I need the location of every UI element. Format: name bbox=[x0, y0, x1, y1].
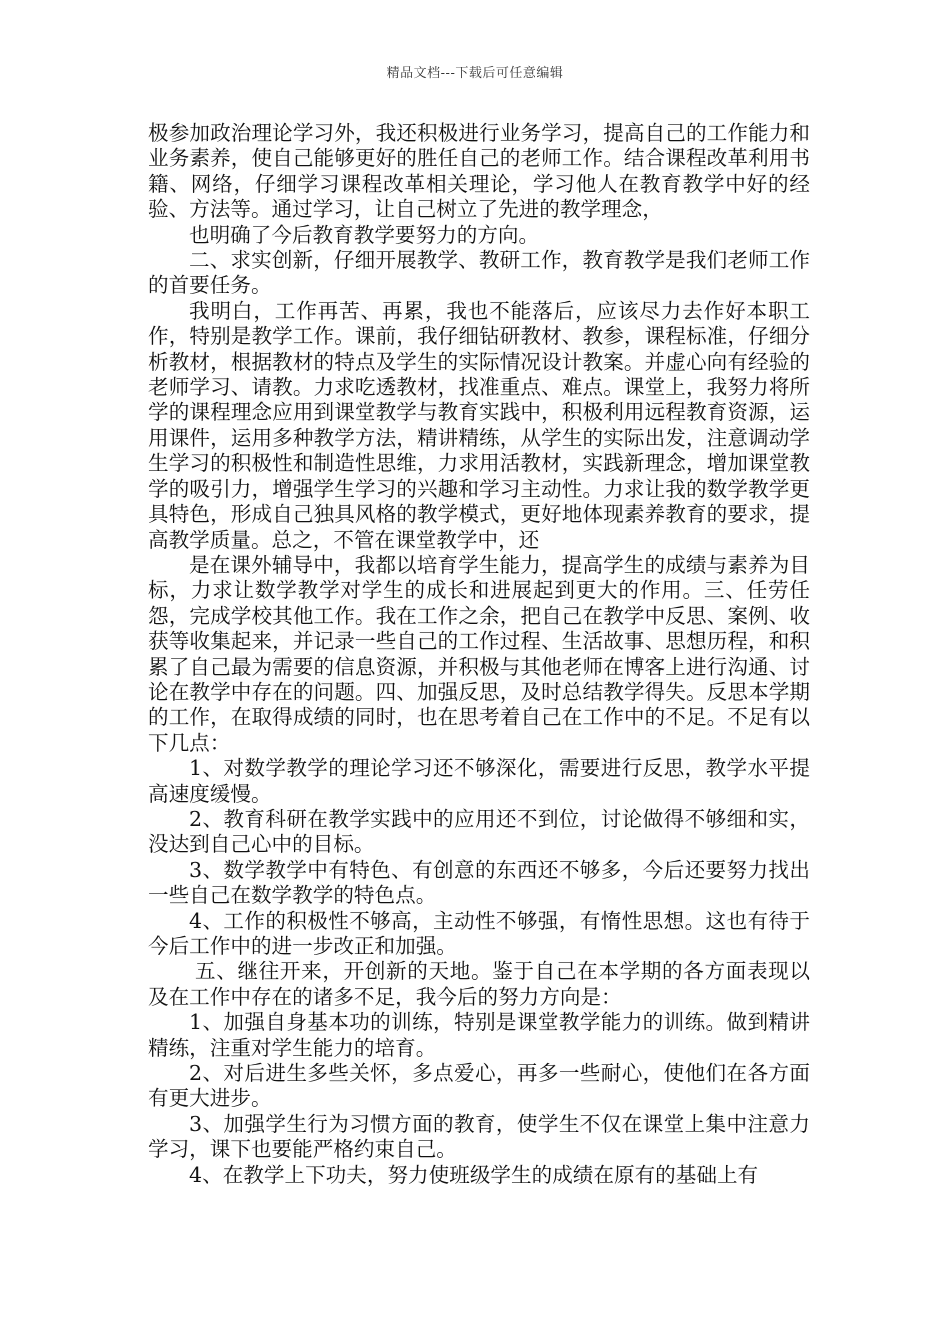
paragraph-1: 极参加政治理论学习外，我还积极进行业务学习，提高自己的工作能力和业务素养，使自己能够更好的胜任自己的老师工作。结合课程改革利用书籍、网络，仔细学习课程改革相关理论，学习他人在教育教学中好的经验、方法等。通过学习，让自己树立了先进的教学理念， bbox=[148, 121, 810, 222]
document-body bbox=[148, 121, 810, 1188]
paragraph-11: 1、加强自身基本功的训练，特别是课堂教学能力的训练。做到精讲精练，注重对学生能力的培育。 bbox=[148, 1010, 810, 1060]
paragraph-2: 也明确了今后教育教学要努力的方向。 bbox=[189, 222, 540, 247]
paragraph-10: 五、继往开来，开创新的天地。鉴于自己在本学期的各方面表现以及在工作中存在的诸多不足，我今后的努力方向是： bbox=[148, 959, 810, 1009]
paragraph-14: 4、在教学上下功夫，努力使班级学生的成绩在原有的基础上有 bbox=[189, 1162, 759, 1187]
paragraph-5: 是在课外辅导中，我都以培育学生能力，提高学生的成绩与素养为目标，力求让数学教学对学生的成长和进展起到更大的作用。三、任劳任怨，完成学校其他工作。我在工作之余，把自己在教学中反思、案例、收获等收集起来，并记录一些自己的工作过程、生活故事、思想历程，和积累了自己最为需要的信息资源，并积极与其他老师在博客上进行沟通、讨论在教学中存在的问题。四、加强反思，及时总结教学得失。反思本学期的工作，在取得成绩的同时，也在思考着自己在工作中的不足。不足有以下几点： bbox=[148, 552, 810, 755]
page-header: 精品文档---下载后可任意编辑 bbox=[386, 66, 564, 81]
paragraph-4: 我明白，工作再苦、再累，我也不能落后，应该尽力去作好本职工作，特别是教学工作。课前，我仔细钻研教材、教参，课程标准，仔细分析教材，根据教材的特点及学生的实际情况设计教案。并虚心向有经验的老师学习、请教。力求吃透教材，找准重点、难点。课堂上，我努力将所学的课程理念应用到课堂教学与教育实践中，积极利用远程教育资源，运用课件，运用多种教学方法，精讲精练，从学生的实际出发，注意调动学生学习的积极性和制造性思维，力求用活教材，实践新理念，增加课堂教学的吸引力，增强学生学习的兴趣和学习主动性。力求让我的数学教学更具特色，形成自己独具风格的教学模式，更好地体现素养教育的要求，提高教学质量。总之，不管在课堂教学中，还 bbox=[148, 298, 810, 552]
paragraph-12: 2、对后进生多些关怀，多点爱心，再多一些耐心，使他们在各方面有更大进步。 bbox=[148, 1061, 810, 1111]
paragraph-13: 3、加强学生行为习惯方面的教育，使学生不仅在课堂上集中注意力学习，课下也要能严格约束自己。 bbox=[148, 1111, 810, 1162]
paragraph-9: 4、工作的积极性不够高，主动性不够强，有惰性思想。这也有待于今后工作中的进一步改正和加强。 bbox=[148, 908, 810, 958]
paragraph-6: 1、对数学教学的理论学习还不够深化，需要进行反思，教学水平提高速度缓慢。 bbox=[148, 756, 810, 806]
paragraph-7: 2、教育科研在教学实践中的应用还不到位，讨论做得不够细和实，没达到自己心中的目标。 bbox=[148, 806, 810, 857]
paragraph-8: 3、数学教学中有特色、有创意的东西还不够多，今后还要努力找出一些自己在数学教学的特色点。 bbox=[148, 857, 810, 908]
paragraph-3: 二、求实创新，仔细开展教学、教研工作，教育教学是我们老师工作的首要任务。 bbox=[148, 248, 810, 298]
